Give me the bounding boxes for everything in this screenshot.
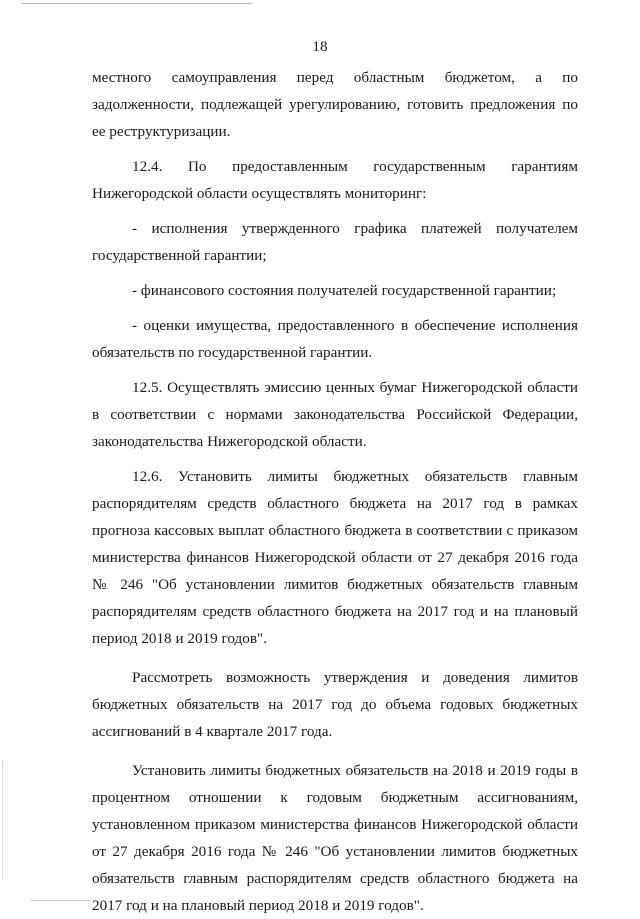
paragraph-12-6: 12.6. Установить лимиты бюджетных обязательств главным распорядителям средств областного бюджета на 2017 год в рамках прогноза кассовых выплат областного бюджета в соответствии с приказом министерства финансов Нижегородской области от 27 декабря 2016 года № 246 "Об установлении лимитов бюджетных обязательств главным распорядителям средств областного бюджета на 2017 год и на плановый период 2018 и 2019 годов". <box>92 468 578 647</box>
paragraph-set-limits: Установить лимиты бюджетных обязательств на 2018 и 2019 годы в процентном отношении к годовым бюджетным ассигнованиям, установленном приказом министерства финансов Нижегородской области от 27 декабря 2016 года № 246 "Об установлении лимитов бюджетных обязательств главным распорядителям средств областного бюджета на 2017 год и на плановый период 2018 и 2019 годов". <box>92 762 578 914</box>
paragraph-consider-limits: Рассмотреть возможность утверждения и доведения лимитов бюджетных обязательств на 2017 год до объема годовых бюджетных ассигнований в 4 квартале 2017 года. <box>92 669 578 740</box>
scan-edge-line <box>22 3 252 4</box>
list-item-financial-state: - финансового состояния получателей государственной гарантии; <box>132 282 557 299</box>
list-item-property-valuation: - оценки имущества, предоставленного в обеспечение исполнения обязательств по государственной гарантии. <box>92 317 578 361</box>
scan-edge-line <box>2 760 3 880</box>
paragraph-12-5: 12.5. Осуществлять эмиссию ценных бумаг Нижегородской области в соответствии с нормами законодательства Российской Федерации, законодательства Нижегородской области. <box>92 379 578 450</box>
paragraph-continuation: местного самоуправления перед областным бюджетом, а по задолженности, подлежащей урегулированию, готовить предложения по ее реструктуризации. <box>92 69 578 140</box>
page-number: 18 <box>312 38 328 55</box>
scan-edge-line <box>30 900 90 901</box>
document-body <box>92 64 578 919</box>
list-item-payment-schedule: - исполнения утвержденного графика платежей получателем государственной гарантии; <box>92 220 578 264</box>
paragraph-12-4: 12.4. По предоставленным государственным гарантиям Нижегородской области осуществлять мониторинг: <box>92 158 578 202</box>
